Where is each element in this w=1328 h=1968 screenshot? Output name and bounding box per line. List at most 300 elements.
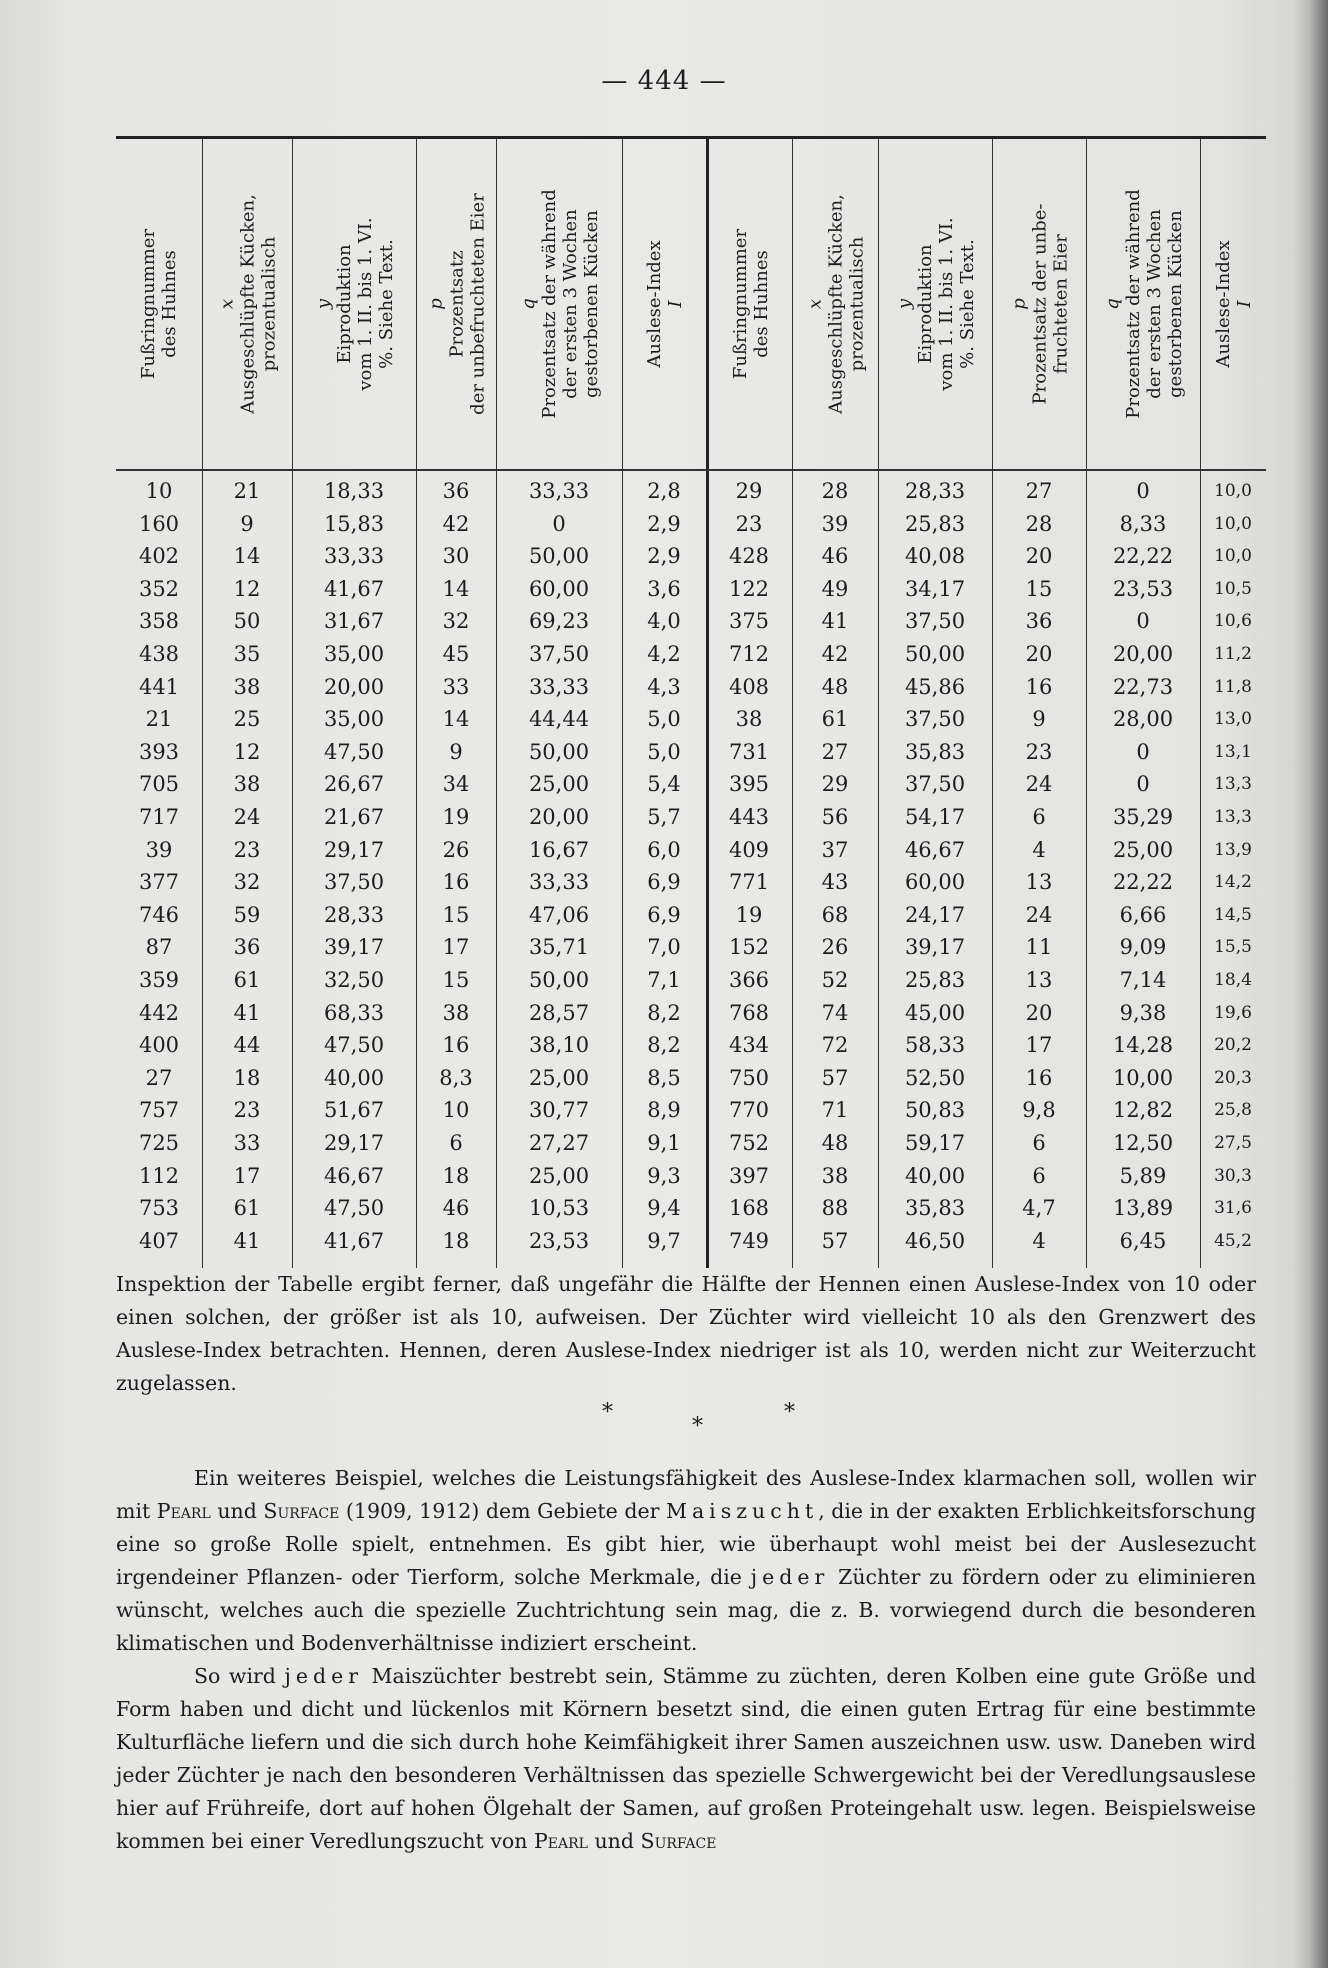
table-cell: 57 <box>821 1228 849 1253</box>
table-cell: 33,33 <box>323 544 385 569</box>
table-cell: 8,9 <box>647 1098 681 1123</box>
paragraph-maiszucht <box>116 1462 1256 1858</box>
table-cell: 52 <box>821 968 849 992</box>
table-cell: 393 <box>138 739 180 764</box>
table-cell: 752 <box>728 1131 770 1155</box>
table-cell: 17 <box>233 1163 261 1188</box>
header-text: Eiproduktion <box>333 244 355 364</box>
table-cell: 377 <box>138 870 180 895</box>
table-cell: 36 <box>233 935 261 960</box>
table-cell: 21 <box>145 707 173 732</box>
table-cell: 18 <box>233 1065 261 1090</box>
table-cell: 23,53 <box>528 1228 590 1253</box>
table-cell: 46 <box>442 1196 470 1221</box>
table-cell: 20,00 <box>528 805 590 829</box>
header-text: vom 1. II. bis 1. VI. <box>935 217 957 391</box>
table-cell: 12,50 <box>1112 1131 1174 1155</box>
table-cell: 37,50 <box>904 772 966 797</box>
table-cell: 14 <box>442 707 470 732</box>
column-header-7 <box>706 139 792 469</box>
table-cell: 20 <box>1025 544 1053 569</box>
table-cell: 40,00 <box>904 1163 966 1188</box>
data-table <box>116 136 1266 1268</box>
column-header-9 <box>878 139 992 469</box>
table-cell: 35 <box>233 642 261 666</box>
column-header-5 <box>496 139 622 469</box>
header-text: vom 1. II. bis 1. VI. <box>354 217 376 391</box>
table-cell: 9,38 <box>1119 1000 1167 1025</box>
table-cell: 32 <box>233 870 261 895</box>
table-cell: 15,5 <box>1214 937 1252 958</box>
table-cell: 160 <box>138 511 180 536</box>
table-cell: 22,22 <box>1112 544 1174 569</box>
table-row <box>116 605 1266 638</box>
table-cell: 17 <box>1025 1033 1053 1058</box>
table-body <box>116 475 1266 1268</box>
column-header-10 <box>992 139 1086 469</box>
table-cell: 16 <box>1025 1065 1053 1090</box>
header-text: Fußringnummer <box>729 228 751 380</box>
table-row <box>116 931 1266 964</box>
table-cell: 11,8 <box>1214 676 1252 697</box>
column-header-8 <box>792 139 878 469</box>
table-cell: 16 <box>442 1033 470 1058</box>
table-cell: 72 <box>821 1033 849 1058</box>
table-row <box>116 703 1266 736</box>
table-cell: 50,83 <box>904 1098 966 1123</box>
table-cell: 48 <box>821 674 849 699</box>
table-cell: 35,83 <box>904 1196 966 1221</box>
paragraph-maiszucht-text: Ein weiteres Beispiel, welches die Leistungsfähigkeit des Auslese-Index klarmachen soll, wollen wir mit Pearl und Surface (1909, 1912) dem Gebiete der Maiszucht, die in der exakten Erblichkeitsforschung eine so große Rolle spielt, entnehmen. Es gibt hier, wie überhaupt wohl meist bei der Auslesezucht irgendeiner Pflanzen- oder Tierform, solche Merkmale, die jeder Züchter zu fördern oder zu eliminieren wünscht, welches auch die spezielle Zuchtrichtung sein mag, die z. B. vorwiegend durch die besonderen klimatischen und Bodenverhältnisse indiziert erscheint. <box>116 1466 1256 1655</box>
table-cell: 8,33 <box>1119 511 1167 536</box>
table-cell: 3,6 <box>647 576 681 601</box>
table-cell: 2,9 <box>647 511 681 536</box>
table-cell: 0 <box>1136 772 1150 797</box>
table-cell: 352 <box>138 576 180 601</box>
table-cell: 397 <box>728 1163 770 1188</box>
table-cell: 11,2 <box>1214 644 1252 664</box>
header-symbol: y <box>893 298 915 310</box>
table-cell: 4,0 <box>647 609 681 634</box>
table-cell: 27 <box>145 1065 173 1090</box>
table-cell: 0 <box>552 511 566 536</box>
table-row <box>116 834 1266 867</box>
header-text: der ersten 3 Wochen <box>559 209 581 399</box>
table-cell: 38 <box>233 674 261 699</box>
table-cell: 750 <box>728 1065 770 1090</box>
table-cell: 30,77 <box>528 1098 590 1123</box>
table-cell: 14,2 <box>1214 872 1252 893</box>
author-surface: Surface <box>263 1499 340 1523</box>
table-cell: 39,17 <box>323 935 385 960</box>
emphasis-maiszucht: Maiszucht <box>665 1499 819 1523</box>
header-symbol: q <box>1101 298 1123 310</box>
table-cell: 61 <box>821 707 849 732</box>
column-header-12 <box>1200 139 1266 469</box>
table-cell: 27 <box>821 739 849 764</box>
table-cell: 41,67 <box>323 1228 385 1253</box>
header-symbol: x <box>216 298 237 310</box>
table-cell: 122 <box>728 576 770 601</box>
table-cell: 712 <box>728 642 770 666</box>
table-cell: 717 <box>138 805 180 829</box>
table-cell: 37,50 <box>528 642 590 666</box>
table-row <box>116 1029 1266 1062</box>
column-header-11 <box>1086 139 1200 469</box>
table-row <box>116 1094 1266 1127</box>
table-cell: 39,17 <box>904 935 966 960</box>
header-text: des Huhnes <box>750 250 772 358</box>
header-text: des Huhnes <box>159 250 180 358</box>
table-cell: 5,7 <box>647 805 681 829</box>
table-cell: 32,50 <box>323 968 385 992</box>
table-cell: 4 <box>1032 837 1046 862</box>
table-cell: 725 <box>138 1131 180 1155</box>
table-cell: 28,57 <box>528 1000 590 1025</box>
emphasis-jeder-2: jeder <box>284 1664 364 1688</box>
table-cell: 20,00 <box>323 674 385 699</box>
table-cell: 35,00 <box>323 642 385 666</box>
column-header-2 <box>202 139 292 469</box>
table-cell: 23,53 <box>1112 576 1174 601</box>
table-cell: 50,00 <box>528 544 590 569</box>
table-cell: 10,53 <box>528 1196 590 1221</box>
table-cell: 28,00 <box>1112 707 1174 732</box>
table-cell: 47,50 <box>323 1033 385 1058</box>
table-cell: 5,4 <box>647 772 681 797</box>
table-row <box>116 1062 1266 1095</box>
table-row <box>116 768 1266 801</box>
header-text: Ausgeschlüpfte Kücken, <box>825 194 846 414</box>
table-cell: 0 <box>1136 609 1150 634</box>
table-cell: 23 <box>1025 739 1053 764</box>
table-cell: 19 <box>442 805 470 829</box>
table-cell: 8,2 <box>647 1033 681 1058</box>
table-cell: 395 <box>728 772 770 797</box>
table-cell: 407 <box>138 1228 180 1253</box>
table-cell: 4,3 <box>647 674 681 699</box>
table-cell: 33,33 <box>528 674 590 699</box>
table-cell: 10,6 <box>1214 611 1252 632</box>
table-cell: 6,9 <box>647 902 681 927</box>
table-cell: 443 <box>728 805 770 829</box>
table-cell: 44,44 <box>528 707 590 732</box>
table-cell: 37 <box>821 837 849 862</box>
header-text: prozentualisch <box>258 236 279 372</box>
page-number: — 444 — <box>601 66 727 96</box>
table-cell: 12 <box>233 739 261 764</box>
table-cell: 438 <box>138 642 180 666</box>
table-cell: 35,71 <box>528 935 590 960</box>
table-cell: 13,1 <box>1214 741 1252 762</box>
table-cell: 409 <box>728 837 770 862</box>
header-text: der ersten 3 Wochen <box>1143 209 1165 399</box>
table-cell: 15,83 <box>323 511 385 536</box>
table-cell: 45,86 <box>904 674 966 699</box>
table-cell: 9,8 <box>1022 1098 1056 1123</box>
table-cell: 40,00 <box>323 1065 385 1090</box>
header-symbol: y <box>312 298 334 310</box>
table-cell: 23 <box>233 1098 261 1123</box>
table-cell: 88 <box>821 1196 849 1221</box>
header-text: Auslese-Index <box>643 240 665 368</box>
table-cell: 15 <box>442 902 470 927</box>
header-symbol: x <box>804 298 825 310</box>
table-cell: 24 <box>233 805 261 829</box>
table-cell: 27,27 <box>528 1131 590 1155</box>
table-cell: 9,4 <box>647 1196 681 1221</box>
table-cell: 24,17 <box>904 902 966 927</box>
table-cell: 152 <box>728 935 770 960</box>
table-cell: 47,50 <box>323 739 385 764</box>
table-cell: 25,83 <box>904 968 966 992</box>
table-cell: 359 <box>138 968 180 992</box>
table-cell: 25 <box>233 707 261 732</box>
table-cell: 9,7 <box>647 1228 681 1253</box>
header-text: prozentualisch <box>846 236 867 372</box>
table-cell: 68 <box>821 902 849 927</box>
table-cell: 753 <box>138 1196 180 1221</box>
header-text: gestorbenen Kücken <box>1164 210 1186 398</box>
table-row <box>116 540 1266 573</box>
table-cell: 19 <box>735 902 763 927</box>
header-text: Fußringnummer <box>138 228 159 380</box>
table-cell: 4 <box>1032 1228 1046 1253</box>
table-cell: 60,00 <box>904 870 966 895</box>
table-row <box>116 508 1266 541</box>
table-cell: 25,00 <box>528 1065 590 1090</box>
header-text: Eiproduktion <box>914 244 936 364</box>
table-cell: 6 <box>1032 1131 1046 1155</box>
table-cell: 757 <box>138 1098 180 1123</box>
table-cell: 35,29 <box>1112 805 1174 829</box>
author-surface-2: Surface <box>640 1829 717 1853</box>
table-cell: 56 <box>821 805 849 829</box>
table-cell: 13,9 <box>1214 839 1252 860</box>
table-cell: 12,82 <box>1112 1098 1174 1123</box>
table-cell: 14 <box>442 576 470 601</box>
table-cell: 168 <box>728 1196 770 1221</box>
table-row <box>116 866 1266 899</box>
header-symbol: p <box>425 298 446 310</box>
header-text: Prozentsatz der während <box>538 189 560 419</box>
table-cell: 10,0 <box>1214 546 1252 567</box>
table-cell: 21,67 <box>323 805 385 829</box>
table-cell: 5,0 <box>647 707 681 732</box>
table-cell: 402 <box>138 544 180 569</box>
table-cell: 10 <box>442 1098 470 1123</box>
table-cell: 44 <box>233 1033 261 1058</box>
table-cell: 6 <box>1032 805 1046 829</box>
table-cell: 0 <box>1136 739 1150 764</box>
table-cell: 5,89 <box>1119 1163 1167 1188</box>
table-cell: 50,00 <box>528 968 590 992</box>
table-cell: 37,50 <box>323 870 385 895</box>
table-cell: 18 <box>442 1163 470 1188</box>
table-cell: 10,00 <box>1112 1065 1174 1090</box>
table-cell: 9,09 <box>1119 935 1167 960</box>
table-cell: 6,0 <box>647 837 681 862</box>
table-cell: 8,2 <box>647 1000 681 1025</box>
table-row <box>116 801 1266 834</box>
table-cell: 12 <box>233 576 261 601</box>
table-cell: 46,67 <box>904 837 966 862</box>
table-cell: 770 <box>728 1098 770 1123</box>
column-header-6 <box>622 139 706 469</box>
table-cell: 38 <box>442 1000 470 1025</box>
table-cell: 358 <box>138 609 180 634</box>
table-cell: 33,33 <box>528 479 590 503</box>
table-cell: 9 <box>449 739 463 764</box>
table-cell: 18 <box>442 1228 470 1253</box>
table-cell: 20,2 <box>1214 1035 1252 1056</box>
table-cell: 26,67 <box>323 772 385 797</box>
table-cell: 16,67 <box>528 837 590 862</box>
table-header-row <box>116 139 1266 471</box>
table-cell: 4,7 <box>1022 1196 1056 1221</box>
header-text: Prozentsatz <box>446 250 467 358</box>
table-cell: 31,6 <box>1214 1198 1252 1219</box>
table-cell: 47,06 <box>528 902 590 927</box>
table-cell: 50,00 <box>904 642 966 666</box>
table-cell: 33 <box>442 674 470 699</box>
header-text: Ausgeschlüpfte Kücken, <box>237 194 258 414</box>
table-cell: 74 <box>821 1000 849 1025</box>
table-cell: 59,17 <box>904 1131 966 1155</box>
table-cell: 50 <box>233 609 261 634</box>
table-cell: 2,9 <box>647 544 681 569</box>
table-cell: 428 <box>728 544 770 569</box>
table-cell: 23 <box>233 837 261 862</box>
table-row <box>116 573 1266 606</box>
table-cell: 14 <box>233 544 261 569</box>
table-cell: 33 <box>233 1131 261 1155</box>
table-cell: 36 <box>442 479 470 503</box>
table-cell: 19,6 <box>1214 1002 1252 1023</box>
table-cell: 49 <box>821 576 849 601</box>
table-cell: 38 <box>233 772 261 797</box>
star-2: * <box>692 1414 703 1439</box>
star-1: * <box>602 1400 613 1425</box>
table-cell: 20,00 <box>1112 642 1174 666</box>
table-cell: 25,8 <box>1214 1100 1252 1121</box>
table-cell: 52,50 <box>904 1065 966 1090</box>
table-cell: 46 <box>821 544 849 569</box>
table-cell: 24 <box>1025 902 1053 927</box>
table-cell: 442 <box>138 1000 180 1025</box>
header-symbol: I <box>1233 300 1255 308</box>
table-cell: 400 <box>138 1033 180 1058</box>
table-cell: 30 <box>442 544 470 569</box>
table-cell: 71 <box>821 1098 849 1123</box>
header-text: der unbefruchteten Eier <box>467 193 488 415</box>
table-cell: 59 <box>233 902 261 927</box>
table-cell: 42 <box>821 642 849 666</box>
table-cell: 28,33 <box>323 902 385 927</box>
table-cell: 16 <box>1025 674 1053 699</box>
table-row <box>116 1225 1266 1258</box>
table-row <box>116 671 1266 704</box>
table-cell: 45,2 <box>1214 1230 1252 1251</box>
table-cell: 15 <box>1025 576 1053 601</box>
table-row <box>116 964 1266 997</box>
table-cell: 29,17 <box>323 1131 385 1155</box>
table-cell: 768 <box>728 1000 770 1025</box>
table-cell: 47,50 <box>323 1196 385 1221</box>
table-cell: 22,73 <box>1112 674 1174 699</box>
table-cell: 30,3 <box>1214 1165 1252 1186</box>
table-cell: 87 <box>145 935 173 960</box>
table-cell: 112 <box>138 1163 180 1188</box>
table-cell: 39 <box>145 837 173 862</box>
table-row <box>116 1127 1266 1160</box>
paragraph-maiszuechter-text: So wird jeder Maiszüchter bestrebt sein, Stämme zu züchten, deren Kolben eine gute Größe und Form haben und dicht und lückenlos mit Körnern besetzt sind, die einen guten Ertrag für eine bestimmte Kulturfläche liefern und die sich durch hohe Keimfähigkeit ihrer Samen auszeichnen usw. usw. Daneben wird jeder Züchter je nach den besonderen Verhältnissen das spezielle Schwergewicht bei der Veredlungsauslese hier auf Frühreife, dort auf hohen Ölgehalt der Samen, auf großen Proteingehalt usw. legen. Beispielsweise kommen bei einer Veredlungszucht von Pearl und Surface <box>116 1664 1256 1853</box>
table-cell: 731 <box>728 739 770 764</box>
table-cell: 26 <box>442 837 470 862</box>
table-cell: 28 <box>821 479 849 503</box>
table-cell: 37,50 <box>904 707 966 732</box>
table-cell: 29 <box>821 772 849 797</box>
table-row <box>116 475 1266 508</box>
table-cell: 41 <box>233 1228 261 1253</box>
table-cell: 10 <box>145 479 173 503</box>
author-pearl-2: Pearl <box>533 1829 588 1853</box>
table-cell: 43 <box>821 870 849 895</box>
header-symbol: p <box>1008 298 1029 310</box>
header-text: Prozentsatz der während <box>1122 189 1144 419</box>
table-row <box>116 1192 1266 1225</box>
column-header-3 <box>292 139 416 469</box>
table-cell: 41,67 <box>323 576 385 601</box>
table-row <box>116 899 1266 932</box>
table-cell: 8,5 <box>647 1065 681 1090</box>
table-row <box>116 1160 1266 1193</box>
table-cell: 8,3 <box>439 1065 473 1090</box>
table-cell: 61 <box>233 1196 261 1221</box>
table-cell: 441 <box>138 674 180 699</box>
table-cell: 9,3 <box>647 1163 681 1188</box>
table-cell: 35,00 <box>323 707 385 732</box>
table-cell: 6,66 <box>1119 902 1167 927</box>
table-cell: 22,22 <box>1112 870 1174 895</box>
table-cell: 25,83 <box>904 511 966 536</box>
table-cell: 6 <box>449 1131 463 1155</box>
table-cell: 38 <box>735 707 763 732</box>
table-cell: 32 <box>442 609 470 634</box>
table-cell: 28,33 <box>904 479 966 503</box>
table-cell: 21 <box>233 479 261 503</box>
table-cell: 51,67 <box>323 1098 385 1123</box>
table-cell: 31,67 <box>323 609 385 634</box>
table-cell: 375 <box>728 609 770 634</box>
table-row <box>116 997 1266 1030</box>
table-cell: 27 <box>1025 479 1053 503</box>
table-cell: 42 <box>442 511 470 536</box>
table-cell: 48 <box>821 1131 849 1155</box>
table-cell: 41 <box>233 1000 261 1025</box>
table-cell: 34,17 <box>904 576 966 601</box>
table-cell: 13 <box>1025 870 1053 895</box>
table-row <box>116 736 1266 769</box>
header-text: fruchteten Eier <box>1050 234 1071 374</box>
table-cell: 10,0 <box>1214 481 1252 501</box>
table-cell: 13,3 <box>1214 807 1252 827</box>
table-cell: 57 <box>821 1065 849 1090</box>
table-cell: 5,0 <box>647 739 681 764</box>
table-cell: 33,33 <box>528 870 590 895</box>
table-cell: 13,89 <box>1112 1196 1174 1221</box>
table-cell: 58,33 <box>904 1033 966 1058</box>
